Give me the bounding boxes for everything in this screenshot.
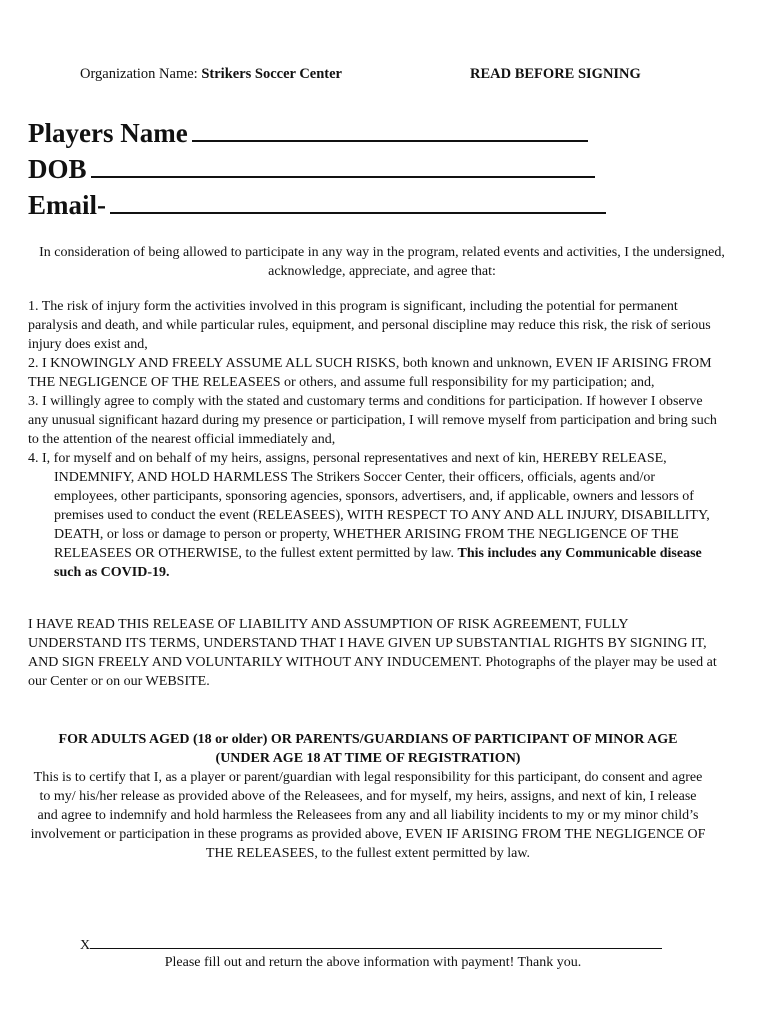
- clause-4-covid: This includes any Communicable disease such as COVID-19.: [54, 546, 702, 580]
- signature-prefix: X: [80, 938, 91, 953]
- players-name-blank[interactable]: [192, 118, 588, 142]
- clause-4-text: 4. I, for myself and on behalf of my heirs, assigns, personal representatives and next of kin, HEREBY RELEASE, INDEMNIFY, AND HOLD HARMLESS The Strikers Soccer Center, their officers, officials, agents and/or employees, other participants, sponsoring agencies, sponsors, advertisers, and, if applicable, owners and lessors of premises used to conduct the event (RELEASEES), WITH RESPECT TO ANY AND ALL INJURY, DISABILLITY, DEATH, or loss or damage to person or property, WHETHER ARISING FROM THE NEGLIGENCE OF THE RELEASEES OR OTHERWISE, to the fullest extent permitted by law.: [28, 451, 710, 561]
- organization-label: Organization Name:: [80, 66, 202, 82]
- email-label: Email-: [28, 190, 106, 220]
- read-before-signing-notice: READ BEFORE SIGNING: [470, 66, 641, 82]
- acknowledgement-paragraph: I HAVE READ THIS RELEASE OF LIABILITY AND ASSUMPTION OF RISK AGREEMENT, FULLY UNDERSTAND ITS TERMS, UNDERSTAND THAT I HAVE GIVEN UP SUBSTANTIAL RIGHTS BY SIGNING IT, AND SIGN FREELY AND VOLUNTARILY WITHOUT ANY INDUCEMENT. Photographs of the player may be used at our Center or on our WEBSITE.: [28, 617, 717, 689]
- clause-2: 2. I KNOWINGLY AND FREELY ASSUME ALL SUCH RISKS, both known and unknown, EVEN IF ARISING FROM THE NEGLIGENCE OF THE RELEASEES or others, and assume full responsibility for my participation; and,: [28, 356, 712, 390]
- clause-3: 3. I willingly agree to comply with the stated and customary terms and conditions for participation. If however I observe any unusual significant hazard during my presence or participation, I will remove myself from participation and bring such to the attention of the nearest official immediately and,: [28, 394, 717, 447]
- footer-note: Please fill out and return the above information with payment! Thank you.: [164, 955, 582, 970]
- clauses-list: [28, 297, 718, 582]
- dob-label: DOB: [28, 154, 87, 184]
- clause-1: 1. The risk of injury form the activities involved in this program is significant, including the potential for permanent paralysis and death, and while particular rules, equipment, and personal discipline may reduce this risk, the risk of serious injury does exist and,: [28, 299, 711, 352]
- adult-section-heading: FOR ADULTS AGED (18 or older) OR PARENTS/GUARDIANS OF PARTICIPANT OF MINOR AGE: [58, 732, 678, 747]
- organization-name: Strikers Soccer Center: [201, 66, 342, 82]
- email-blank[interactable]: [110, 190, 606, 214]
- organization-line: [80, 66, 342, 83]
- adult-guardian-section: [28, 730, 708, 863]
- email-field[interactable]: [28, 190, 606, 221]
- dob-field[interactable]: [28, 154, 595, 185]
- signature-field[interactable]: [80, 936, 662, 954]
- clause-4: [28, 449, 718, 582]
- players-name-field[interactable]: [28, 118, 588, 149]
- adult-section-body: This is to certify that I, as a player or parent/guardian with legal responsibility for this participant, do consent and agree to my/ his/her release as provided above of the Releasees, and for myself, my heirs, assigns, and next of kin, I release and agree to indemnify and hold harmless the Releasees from any and all liability incidents to my or my minor child’s involvement or participation in these programs as provided above, EVEN IF ARISING FROM THE NEGLIGENCE OF THE RELEASEES, to the fullest extent permitted by law.: [30, 770, 706, 861]
- dob-blank[interactable]: [91, 154, 595, 178]
- intro-paragraph: In consideration of being allowed to participate in any way in the program, related events and activities, I the undersigned, acknowledge, appreciate, and agree that:: [39, 245, 725, 279]
- players-name-label: Players Name: [28, 118, 188, 148]
- adult-section-subheading: (UNDER AGE 18 AT TIME OF REGISTRATION): [215, 751, 521, 766]
- signature-blank[interactable]: [90, 936, 662, 949]
